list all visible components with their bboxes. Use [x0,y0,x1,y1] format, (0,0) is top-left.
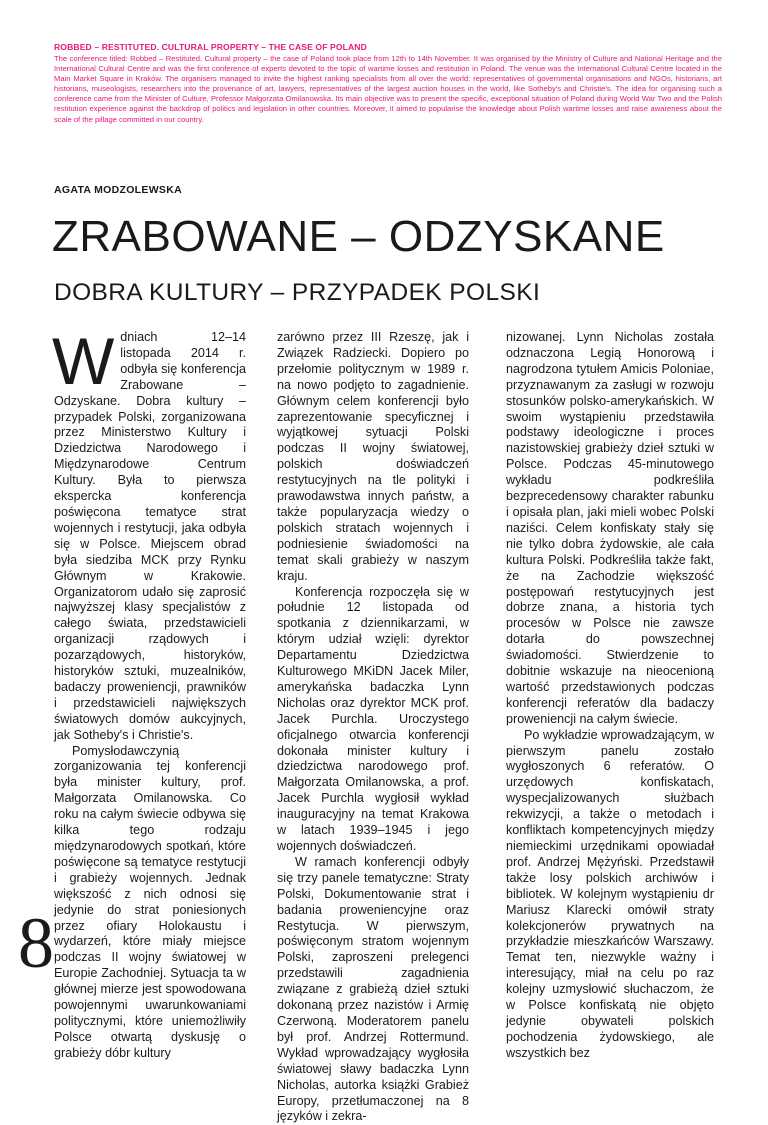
paragraph: nizowanej. Lynn Nicholas została odznaczona Legią Honorową i nagrodzona tytułem Amicis Poloniae, przyznawanym za zasługi w rozwoju stosunków polsko-amerykańskich. W swoim wystąpieniu przedstawiła podstawy ideologiczne i proces nazistowskiej grabieży dzieł sztuki w Polsce. Podczas 45-minutowego wykładu podkreśliła bezprecedensowy charakter rabunku i opisała plan, jaki mieli wobec Polski naziści. Celem konfiskaty stały się nie tylko dobra żydowskie, ale cała kultura Polski. Podkreśliła także fakt, że na Zachodzie większość postępowań restytucyjnych jest dobrze znana, a historia tych procesów w Polsce nie zawsze dotarła do powszechnej świadomości. Stwierdzenie to dobitnie wskazuje na nieocenioną wartość przedstawionych podczas konferencji referatów dla badaczy proweniencji na całym świecie. [506,330,714,726]
abstract-title: ROBBED – RESTITUTED. CULTURAL PROPERTY – THE CASE OF POLAND [54,42,367,52]
paragraph [52,324,246,744]
article-column-3 [506,330,714,1062]
article-title: ZRABOWANE – ODZYSKANE [52,212,665,261]
article-column-1 [52,324,246,1062]
drop-cap: W [52,324,115,398]
article-subtitle: DOBRA KULTURY – PRZYPADEK POLSKI [54,279,541,306]
paragraph: Pomysłodawczynią zorganizowania tej konferencji była minister kultury, prof. Małgorzata Omilanowska. Co roku na całym świecie odbywa się kilka tego rodzaju międzynarodowych spotkań, które poświęcone są tematyce restytucji i grabieży wojennych. Jednak większość z nich odnosi się jedynie do strat poniesionych przez ofiary Holokaustu i wydarzeń, które miały miejsce podczas II wojny światowej w Europie Zachodniej. Sytuacja ta w głównej mierze jest spowodowana powojennymi uwarunkowaniami politycznymi, które uniemożliwiły Polsce otwartą dyskusję o grabieży dóbr kultury [54,743,246,1060]
article-column-2 [277,330,469,1125]
english-abstract [54,42,722,125]
author-name: AGATA MODZOLEWSKA [54,184,182,196]
page-number: 8 [18,903,54,983]
paragraph: Po wykładzie wprowadzającym, w pierwszym panelu zostało wygłoszonych 6 referatów. O urzędowych konfiskatach, wyspecjalizowanych służbach rekwizycji, a także o metodach i konfliktach kompetencyjnych między niemieckimi urzędnikami opowiadał prof. Andrzej Mężyński. Przedstawił także losy polskich archiwów i bibliotek. W kolejnym wystąpieniu dr Mariusz Klarecki omówił straty kolekcjonerów prywatnych na przykładzie mieszkańców Warszawy. Temat ten, niezwykle ważny i interesujący, miał na celu po raz kolejny uzmysłowić słuchaczom, że w Polsce konfiskatą nie objęto jedynie obywateli polskich pochodzenia żydowskiego, ale wszystkich bez [506,727,714,1060]
paragraph-text: dniach 12–14 listopada 2014 r. odbyła się konferencja Zrabowane – Odzyskane. Dobra kultury – przypadek Polski, zorganizowana przez Ministerstwo Kultury i Dziedzictwa Narodowego i Międzynarodowe Centrum Kultury. Była to pierwsza ekspercka konferencja poświęcona tematyce strat wojennych i restytucji, jaka odbyła się w Polsce. Miejscem obrad była siedziba MCK przy Rynku Głównym w Krakowie. Organizatorom udało się zaprosić najwyższej klasy specjalistów z całego świata, przedstawicieli organizacji rządowych i pozarządowych, historyków, historyków sztuki, muzealników, badaczy proweniencji, prawników i przedstawicieli największych światowych domów aukcyjnych, jak Sotheby's i Christie's. [54,330,246,742]
abstract-body: The conference titled: Robbed – Restituted. Cultural property – the case of Poland took place from 12th to 14th November. It was organised by the Ministry of Culture and National Heritage and the International Cultural Centre and was the first conference of experts devoted to the topic of wartime losses and restitution in Poland. The venue was the International Cultural Centre located in the Main Market Square in Kraków. The organisers managed to invite the highest ranking specialists from all over the world: representatives of governmental organisations and NGOs, historians, art historians, museologists, researchers into the provenance of art, lawyers, representatives of the largest auction houses in the world, like Sotheby's and Christie's. The idea for organising such a conference came from the Minister of Culture, Professor Małgorzata Omilanowska. Its main objective was to present the specific, exceptional situation of Poland during World War Two and the Polish restitution experience against the backdrop of politics and legislation in other countries. Moreover, it aimed to popularise the knowledge about Polish wartime losses and raise awareness about the scale of the pillage committed in our country. [54,54,722,124]
paragraph: Konferencja rozpoczęła się w południe 12 listopada od spotkania z dziennikarzami, w którym udział wzięli: dyrektor Departamentu Dziedzictwa Kulturowego MKiDN Jacek Miler, amerykańska badaczka Lynn Nicholas oraz dyrektor MCK prof. Jacek Purchla. Uroczystego oficjalnego otwarcia konferencji dokonała minister kultury i dziedzictwa narodowego prof. Małgorzata Omilanowska, a prof. Jacek Purchla wygłosił wykład inauguracyjny na temat Krakowa w latach 1939–1945 i jego wojennych doświadczeń. [277,584,469,853]
paragraph: W ramach konferencji odbyły się trzy panele tematyczne: Straty Polski, Dokumentowanie strat i badania proweniencyjne oraz Restytucja. W pierwszym, poświęconym stratom wojennym Polski, zaproszeni prelegenci przedstawili zagadnienia związane z grabieżą dzieł sztuki dokonaną przez nazistów i Armię Czerwoną. Moderatorem panelu był prof. Andrzej Rottermund. Wykład wprowadzający wygłosiła światowej sławy badaczka Lynn Nicholas, autorka książki Grabież Europy, przetłumaczonej na 8 języków i zekra- [277,854,469,1124]
paragraph: zarówno przez III Rzeszę, jak i Związek Radziecki. Dopiero po przełomie politycznym w 1989 r. na nowo podjęto to zagadnienie. Głównym celem konferencji było zaprezentowanie specyficznej i wyjątkowej sytuacji Polski podczas II wojny światowej, polskich doświadczeń restytucyjnych na tle polityki i prawodawstwa innych państw, a także popularyzacja wiedzy o polskich stratach wojennych i podniesienie świadomości na temat skali grabieży w naszym kraju. [277,330,469,583]
